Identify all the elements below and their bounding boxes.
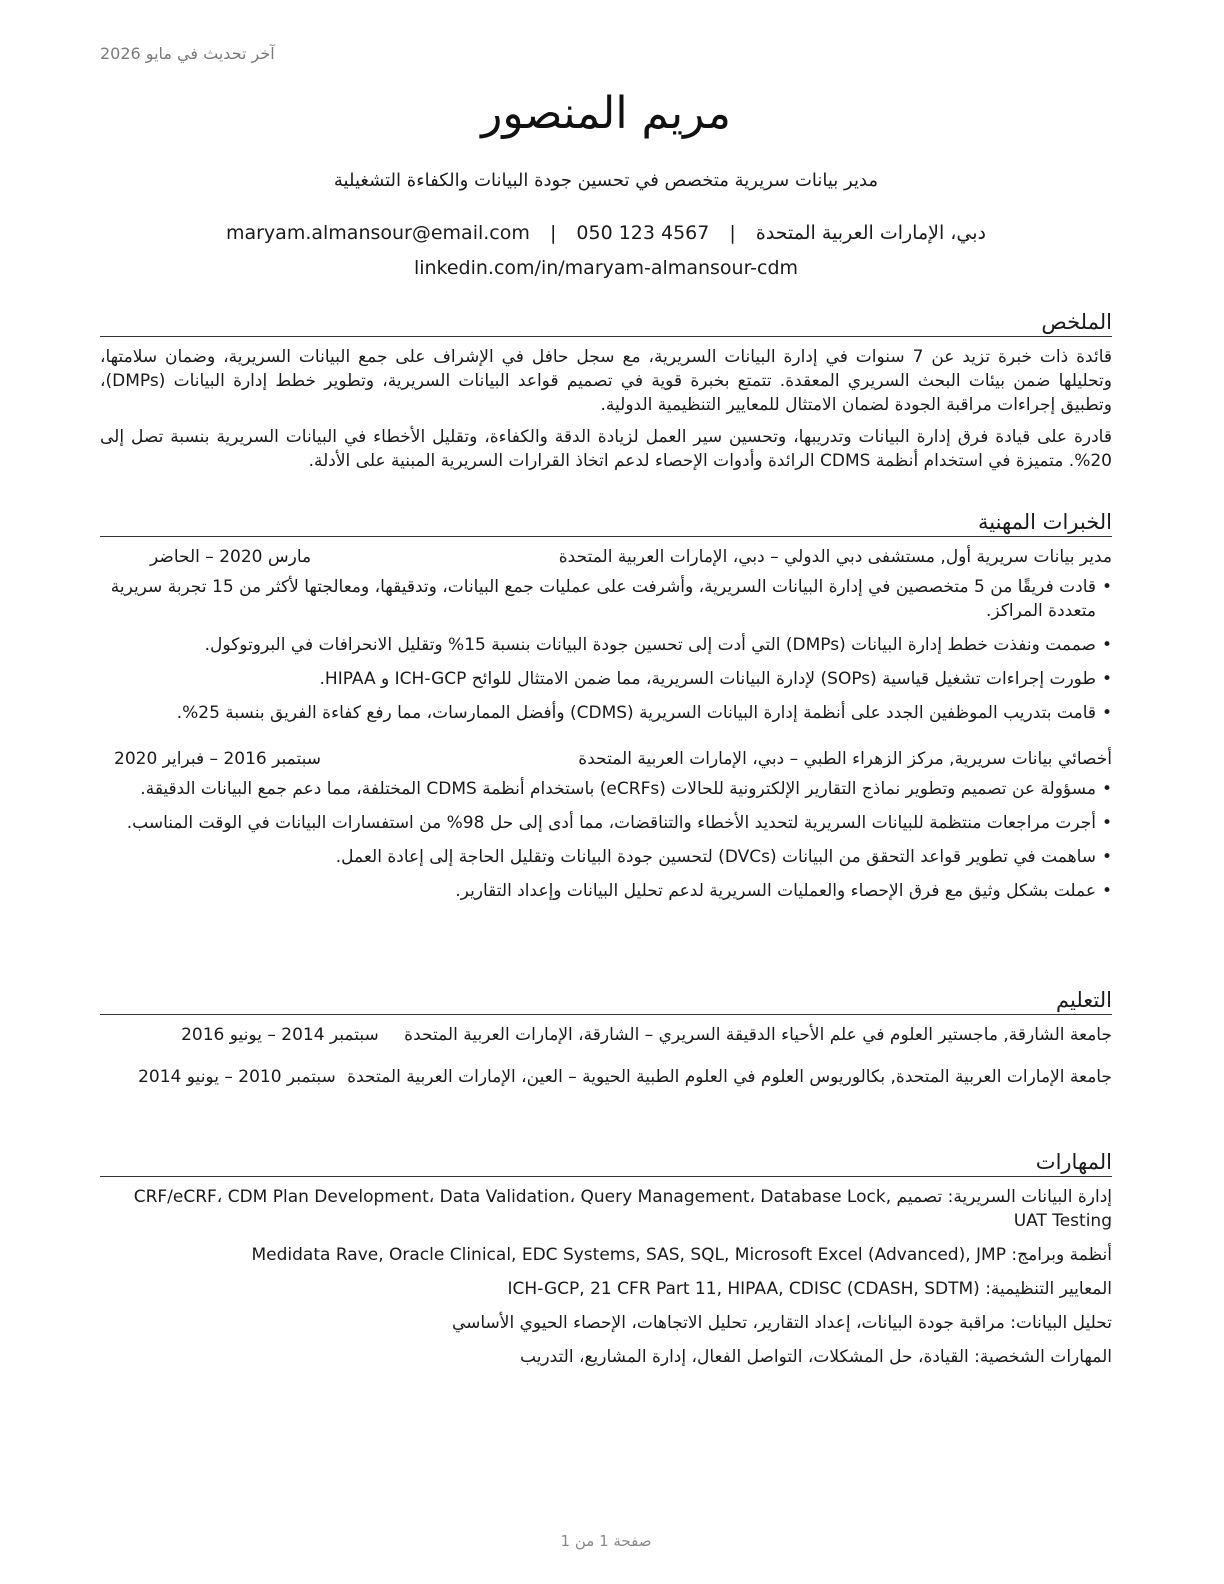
bullet-icon: • (1101, 669, 1112, 689)
skills-section (100, 1150, 1112, 1379)
skill-row: أنظمة وبرامج: Medidata Rave, Oracle Clinical, EDC Systems, SAS, SQL, Microsoft Excel (Advanced), JMP (251, 1245, 1112, 1265)
bullet-icon: • (1101, 847, 1112, 867)
linkedin-link[interactable]: linkedin.com/in/maryam-almansour-cdm (413, 257, 799, 279)
list-item: • قامت بتدريب الموظفين الجدد على أنظمة إدارة البيانات السريرية (CDMS) وأفضل الممارسات، مما رفع كفاءة الفريق بنسبة 25%. (176, 703, 1112, 723)
bullet-icon: • (1101, 779, 1112, 799)
experience-section (100, 510, 1112, 913)
summary-paragraph: قائدة ذات خبرة تزيد عن 7 سنوات في إدارة البيانات السريرية، مع سجل حافل في الإشراف على جمع البيانات السريرية، وضمان سلامتها، وتحليلها ضمن بيئات البحث السريري المعقدة. تتمتع بخبرة قوية في تصميم قواعد البيانات السريرية، وتطوير خطط إدارة البيانات (DMPs)، وتطبيق إجراءات مراقبة الجودة لضمان الامتثال للمعايير التنظيمية الدولية. (100, 347, 1112, 415)
list-item: • أجرت مراجعات منتظمة للبيانات السريرية لتحديد الأخطاء والتناقضات، مما أدى إلى حل 98% من استفسارات البيانات في الوقت المناسب. (126, 813, 1112, 833)
skill-row: تحليل البيانات: مراقبة جودة البيانات، إعداد التقارير، تحليل الاتجاهات، الإحصاء الحيوي الأساسي (451, 1313, 1112, 1333)
job-entry (100, 545, 1112, 725)
list-item: • طورت إجراءات تشغيل قياسية (SOPs) لإدارة البيانات السريرية، مما ضمن الامتثال للوائح ICH-GCP و HIPAA. (319, 669, 1112, 689)
candidate-name: مريم المنصور (481, 88, 731, 139)
job-bullets (100, 575, 1112, 725)
location-text: دبي، الإمارات العربية المتحدة (755, 222, 987, 244)
bullet-icon: • (1101, 881, 1112, 901)
bullet-icon: • (1101, 703, 1112, 723)
bullet-icon: • (1101, 635, 1112, 655)
section-title-skills: المهارات (100, 1150, 1112, 1177)
skill-row: إدارة البيانات السريرية: تصميم CRF/eCRF، CDM Plan Development، Data Validation، Query Management، Database Lock, UAT Testing (133, 1187, 1112, 1231)
job-entry (100, 747, 1112, 903)
email-link[interactable]: maryam.almansour@email.com (225, 222, 530, 244)
education-dates: سبتمبر 2010 – يونيو 2014 (138, 1067, 336, 1087)
resume-page (100, 0, 1112, 1584)
list-item: • قادت فريقًا من 5 متخصصين في إدارة البيانات السريرية، وأشرفت على عمليات جمع البيانات، وتدقيقها، ومعالجتها لأكثر من 15 تجربة سريرية متعددة المراكز. (110, 577, 1112, 621)
phone-number: 050 123 4567 (576, 222, 710, 244)
summary-section (100, 310, 1112, 481)
education-dates: سبتمبر 2014 – يونيو 2016 (181, 1025, 379, 1045)
education-text: جامعة الشارقة, ماجستير العلوم في علم الأحياء الدقيقة السريري – الشارقة، الإمارات العربية المتحدة (404, 1025, 1112, 1045)
summary-paragraph: قادرة على قيادة فرق إدارة البيانات وتدريبها، وتحسين سير العمل لزيادة الدقة والكفاءة، وتقليل الأخطاء في البيانات السريرية بنسبة تصل إلى 20%. متميزة في استخدام أنظمة CDMS الرائدة وأدوات الإحصاء لدعم اتخاذ القرارات السريرية المبنية على الأدلة. (100, 427, 1112, 471)
list-item: • عملت بشكل وثيق مع فرق الإحصاء والعمليات السريرية لدعم تحليل البيانات وإعداد التقارير. (455, 881, 1112, 901)
education-section (100, 988, 1112, 1107)
education-text: جامعة الإمارات العربية المتحدة, بكالوريوس العلوم في العلوم الطبية الحيوية – العين، الإمارات العربية المتحدة (347, 1067, 1112, 1087)
education-entry (100, 1065, 1112, 1089)
section-title-education: التعليم (100, 988, 1112, 1015)
job-bullets (100, 777, 1112, 903)
list-item: • صممت ونفذت خطط إدارة البيانات (DMPs) التي أدت إلى تحسين جودة البيانات بنسبة 15% وتقليل الانحرافات في البروتوكول. (204, 635, 1112, 655)
professional-headline: مدير بيانات سريرية متخصص في تحسين جودة البيانات والكفاءة التشغيلية (333, 170, 879, 191)
list-item: • مسؤولة عن تصميم وتطوير نماذج التقارير الإلكترونية للحالات (eCRFs) باستخدام أنظمة CDMS المختلفة، مما دعم جمع البيانات الدقيقة. (140, 779, 1112, 799)
contact-line (100, 222, 1112, 244)
bullet-icon: • (1101, 813, 1112, 833)
last-updated-note: آخر تحديث في مايو 2026 (100, 44, 275, 63)
job-header (100, 747, 1112, 771)
job-title: أخصائي بيانات سريرية, مركز الزهراء الطبي – دبي، الإمارات العربية المتحدة (578, 749, 1112, 769)
bullet-icon: • (1101, 577, 1112, 597)
education-entry (100, 1023, 1112, 1047)
job-dates: مارس 2020 – الحاضر (150, 547, 312, 567)
page-number: صفحة 1 من 1 (560, 1532, 652, 1550)
job-dates: سبتمبر 2016 – فبراير 2020 (114, 749, 321, 769)
skill-row: المهارات الشخصية: القيادة، حل المشكلات، التواصل الفعال، إدارة المشاريع، التدريب (520, 1347, 1112, 1367)
section-title-summary: الملخص (100, 310, 1112, 337)
separator: | (549, 222, 557, 244)
list-item: • ساهمت في تطوير قواعد التحقق من البيانات (DVCs) لتحسين جودة البيانات وتقليل الحاجة إلى إعادة العمل. (335, 847, 1112, 867)
separator: | (729, 222, 736, 244)
section-title-experience: الخبرات المهنية (100, 510, 1112, 537)
skill-row: المعايير التنظيمية: ICH-GCP, 21 CFR Part 11, HIPAA, CDISC (CDASH, SDTM) (507, 1279, 1112, 1299)
job-title: مدير بيانات سريرية أول, مستشفى دبي الدولي – دبي، الإمارات العربية المتحدة (558, 547, 1112, 567)
job-header (100, 545, 1112, 569)
